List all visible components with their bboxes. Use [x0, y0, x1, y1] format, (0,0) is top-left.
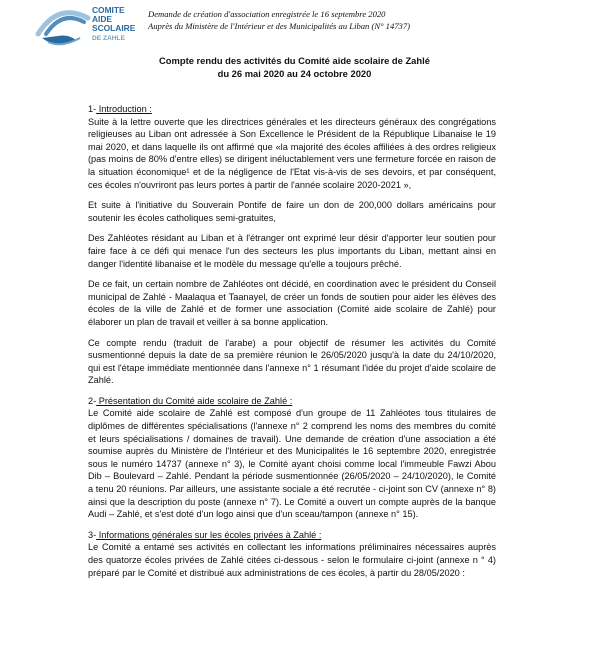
section-heading-text: Introduction :	[96, 104, 152, 114]
section-number: 3-	[88, 529, 97, 540]
schools-info-paragraph: Le Comité a entamé ses activités en collectant les informations préliminaires nécessaires auprès des quatorze écoles privées de Zahlé citées ci-dessous - selon le formulaire ci-joint (annexe n ° 4) préparé par le Comité et distribué aux administrations de ces écoles, à partir du 28/05/2020 :	[88, 542, 496, 578]
introduction-paragraph-2: Et suite à l'initiative du Souverain Pontife de faire un don de 200,000 dollars américains pour soutenir les écoles catholiques semi-gratuites,	[88, 200, 496, 223]
logo-hands-icon	[42, 36, 76, 45]
introduction-paragraph-1: Suite à la lettre ouverte que les directrices générales et les directeurs généraux des congrégations religieuses au Liban ont adressée à Son Excellence le Président de la République Libanaise le 19 mai 2020, et dans laquelle ils ont affirmé que «la majorité des écoles affiliées à des ordres religieux (pas moins de 80% d'entre elles) se dirigent inéluctablement vers une fermeture forcée en raison de la situation économique¹ et de la négligence de l'Etat vis-à-vis de ses devoirs, et par conséquent, ces écoles n'ouvriront pas leurs portes à partir de l'année scolaire 2020-2021 »,	[88, 116, 496, 190]
header-line-2: Auprès du Ministère de l'Intérieur et des Municipalités au Liban (N° 14737)	[148, 21, 411, 31]
section-heading-text: Présentation du Comité aide scolaire de Zahlé :	[96, 395, 293, 406]
report-body	[88, 103, 496, 587]
logo-line-2: AIDE	[92, 14, 113, 25]
logo-line-3: SCOLAIRE	[92, 23, 136, 34]
section-heading-schools-info	[88, 529, 496, 542]
logo-arc-outer	[38, 13, 88, 34]
section-heading-presentation	[88, 395, 496, 408]
introduction-paragraph-3: Des Zahléotes résidant au Liban et à l'étranger ont exprimé leur désir d'apporter leur soutien pour faire face à ce défi qui menace l'un des secteurs les plus importants du Liban, mettant ainsi en danger l'identité libanaise et le modèle du message qu'elle a toujours prêché.	[88, 233, 496, 269]
section-number: 1-	[88, 104, 97, 114]
logo-text	[92, 6, 142, 43]
section-heading-text: Informations générales sur les écoles privées à Zahlé :	[96, 529, 322, 540]
presentation-paragraph: Le Comité aide scolaire de Zahlé est composé d'un groupe de 11 Zahléotes tous titulaires de diplômes de différentes spécialisations (l'annexe n° 2 comprend les noms des membres du comité et leurs spécialisations / domaines de travail). Une demande de création d'une association a été soumise auprès du Ministère de l'Intérieur et des Municipalités le 16 septembre 2020, enregistrée sous le numéro 14737 (annexe n° 3), le Comité ayant choisi comme local l'immeuble Fawzi Abou Dib – Boulevard – Zahlé. Pendant la période susmentionnée (26/05/2020 – 24/10/2020), le Comité a tenu 20 réunions. Par ailleurs, une assistante sociale a été recrutée - ci-joint son CV (annexe n° 8) ainsi que la description du poste (annexe n° 7). Le Comité a ouvert un compte auprès de la banque Audi – Zahlé, et s'est doté d'un logo ainsi que d'un sceau/tampon (annexe n° 15).	[88, 408, 496, 520]
introduction-paragraph-4: De ce fait, un certain nombre de Zahléotes ont décidé, en coordination avec le président du Conseil municipal de Zahlé - Maalaqua et Taanayel, de créer un fonds de soutien pour aider les élèves des écoles de la ville de Zahlé et de former une association (Comité aide scolaire de Zahlé) pour élaborer un plan de travail et veiller à sa bonne application.	[88, 279, 496, 327]
logo-line-1: COMITE	[92, 5, 125, 15]
introduction-paragraph-5: Ce compte rendu (traduit de l'arabe) a pour objectif de résumer les activités du Comité susmentionné depuis la date de sa première réunion le 26/05/2020 jusqu'à la date du 24/10/2020, qui est l'étape immédiate mentionnée dans l'annexe n° 1 résumant l'idée du projet d'aide scolaire de Zahlé.	[88, 337, 496, 386]
logo-line-4: DE ZAHLE	[92, 34, 125, 42]
title-line-2: du 26 mai 2020 au 24 octobre 2020	[217, 68, 372, 79]
registration-header	[148, 8, 568, 32]
title-line-1: Compte rendu des activités du Comité aide scolaire de Zahlé	[159, 55, 430, 66]
report-title	[0, 54, 589, 80]
header-line-1: Demande de création d'association enregistrée le 16 septembre 2020	[148, 9, 386, 19]
section-heading-introduction	[88, 103, 496, 116]
section-number: 2-	[88, 395, 97, 406]
